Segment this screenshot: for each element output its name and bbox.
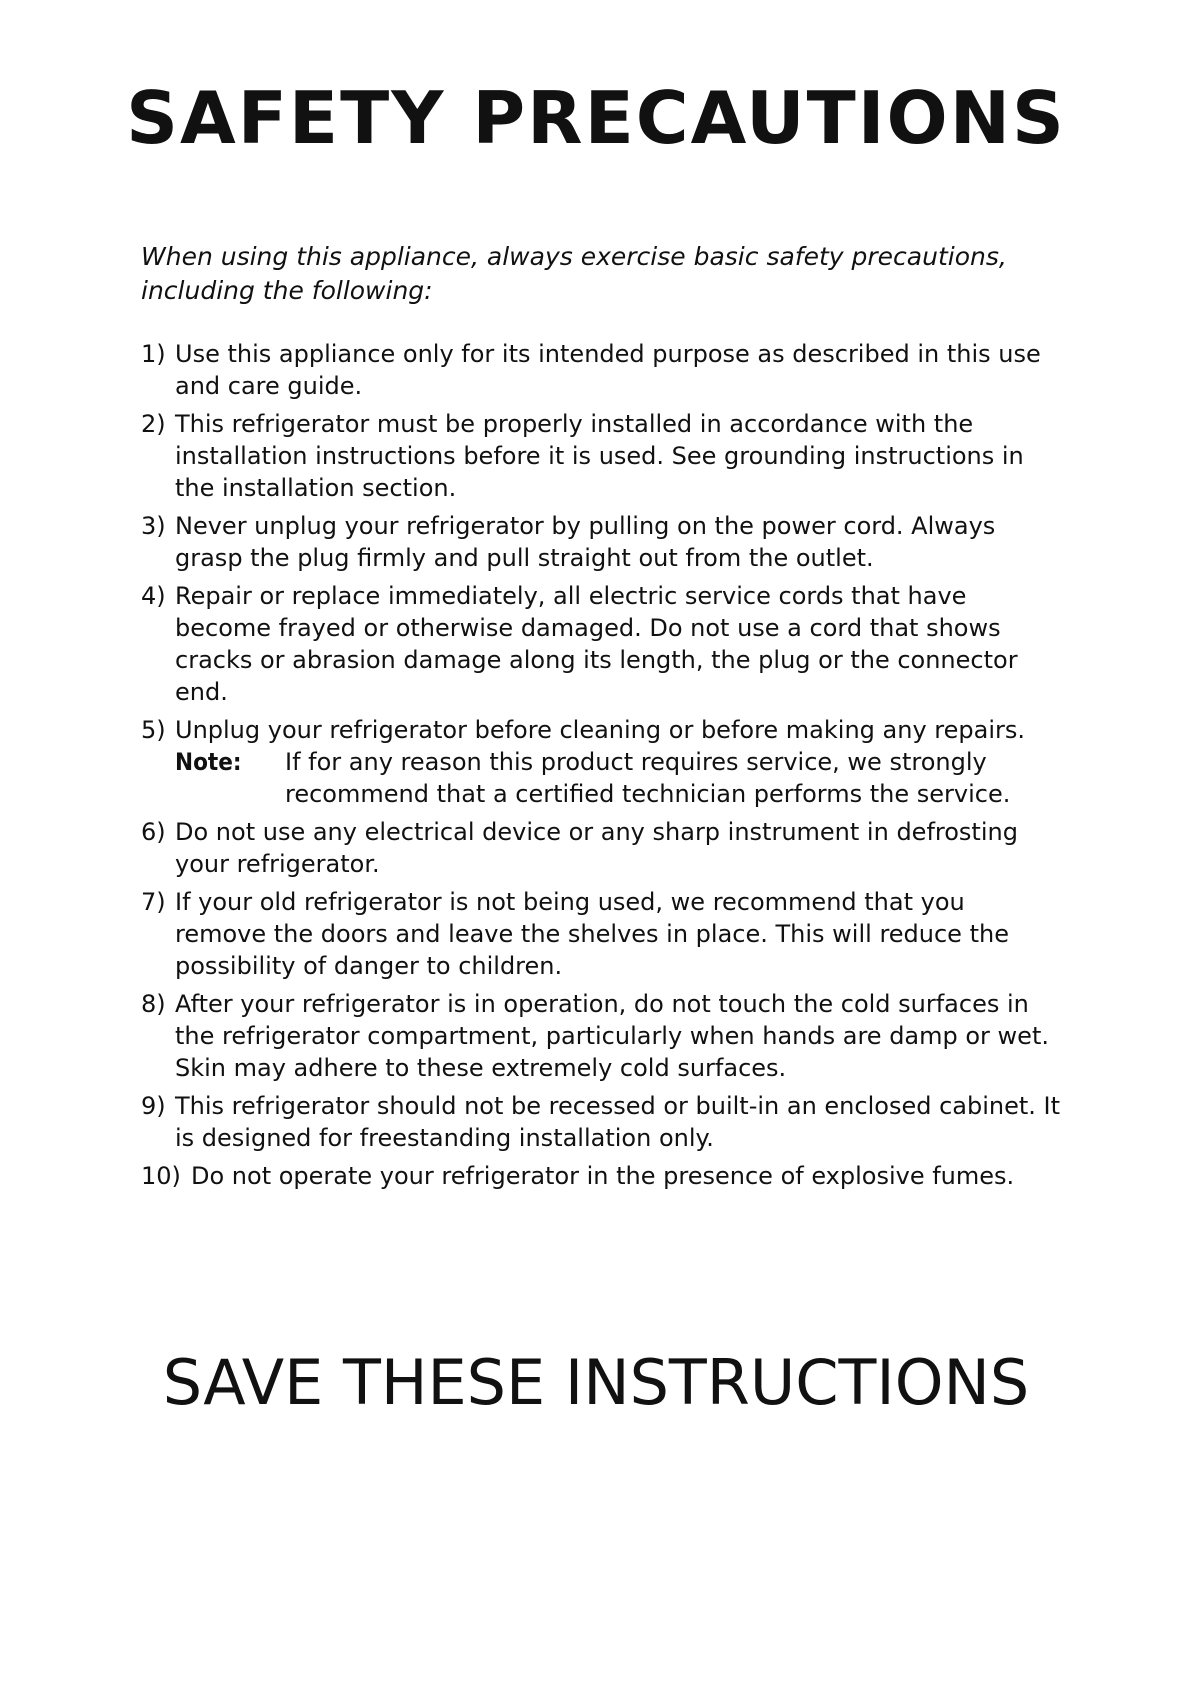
list-item bbox=[141, 714, 1061, 810]
note-block bbox=[175, 746, 1061, 810]
list-item bbox=[141, 580, 1061, 708]
list-item bbox=[141, 510, 1061, 574]
item-number: 7) bbox=[141, 888, 166, 916]
list-item bbox=[141, 1160, 1061, 1192]
item-text: Unplug your refrigerator before cleaning or before making any repairs. bbox=[175, 716, 1025, 744]
item-number: 9) bbox=[141, 1092, 166, 1120]
intro-text: When using this appliance, always exercise basic safety precautions, including the following: bbox=[141, 242, 1007, 305]
item-number: 10) bbox=[141, 1162, 181, 1190]
list-item bbox=[141, 886, 1061, 982]
item-text: Do not use any electrical device or any sharp instrument in defrosting your refrigerator. bbox=[175, 818, 1018, 878]
item-number: 2) bbox=[141, 410, 166, 438]
item-text: Do not operate your refrigerator in the presence of explosive fumes. bbox=[191, 1162, 1015, 1190]
item-text: After your refrigerator is in operation, do not touch the cold surfaces in the refrigerator compartment, particularly when hands are damp or wet. Skin may adhere to these extremely cold surfaces. bbox=[175, 990, 1049, 1082]
item-number: 5) bbox=[141, 716, 166, 744]
item-text: Never unplug your refrigerator by pulling on the power cord. Always grasp the plug firmly and pull straight out from the outlet. bbox=[175, 512, 996, 572]
item-number: 4) bbox=[141, 582, 166, 610]
item-number: 6) bbox=[141, 818, 166, 846]
item-text: Use this appliance only for its intended purpose as described in this use and care guide. bbox=[175, 340, 1041, 400]
list-item bbox=[141, 1090, 1061, 1154]
page-title: SAFETY PRECAUTIONS bbox=[126, 76, 1066, 160]
note-text: If for any reason this product requires service, we strongly recommend that a certified technician performs the service. bbox=[285, 748, 1011, 808]
item-text: This refrigerator must be properly installed in accordance with the installation instructions before it is used. See grounding instructions in the installation section. bbox=[175, 410, 1024, 502]
item-text: Repair or replace immediately, all electric service cords that have become frayed or otherwise damaged. Do not use a cord that shows cracks or abrasion damage along its length, the plug or the connector end. bbox=[175, 582, 1018, 706]
note-label: Note: bbox=[175, 748, 242, 776]
item-number: 3) bbox=[141, 512, 166, 540]
save-instructions-heading: SAVE THESE INSTRUCTIONS bbox=[162, 1346, 1030, 1419]
list-item bbox=[141, 408, 1061, 504]
list-item bbox=[141, 816, 1061, 880]
list-item bbox=[141, 338, 1061, 402]
item-text: This refrigerator should not be recessed or built-in an enclosed cabinet. It is designed for freestanding installation only. bbox=[175, 1092, 1061, 1152]
item-number: 1) bbox=[141, 340, 166, 368]
list-item bbox=[141, 988, 1061, 1084]
item-number: 8) bbox=[141, 990, 166, 1018]
item-text: If your old refrigerator is not being used, we recommend that you remove the doors and leave the shelves in place. This will reduce the possibility of danger to children. bbox=[175, 888, 1009, 980]
precautions-list bbox=[141, 338, 1061, 1198]
